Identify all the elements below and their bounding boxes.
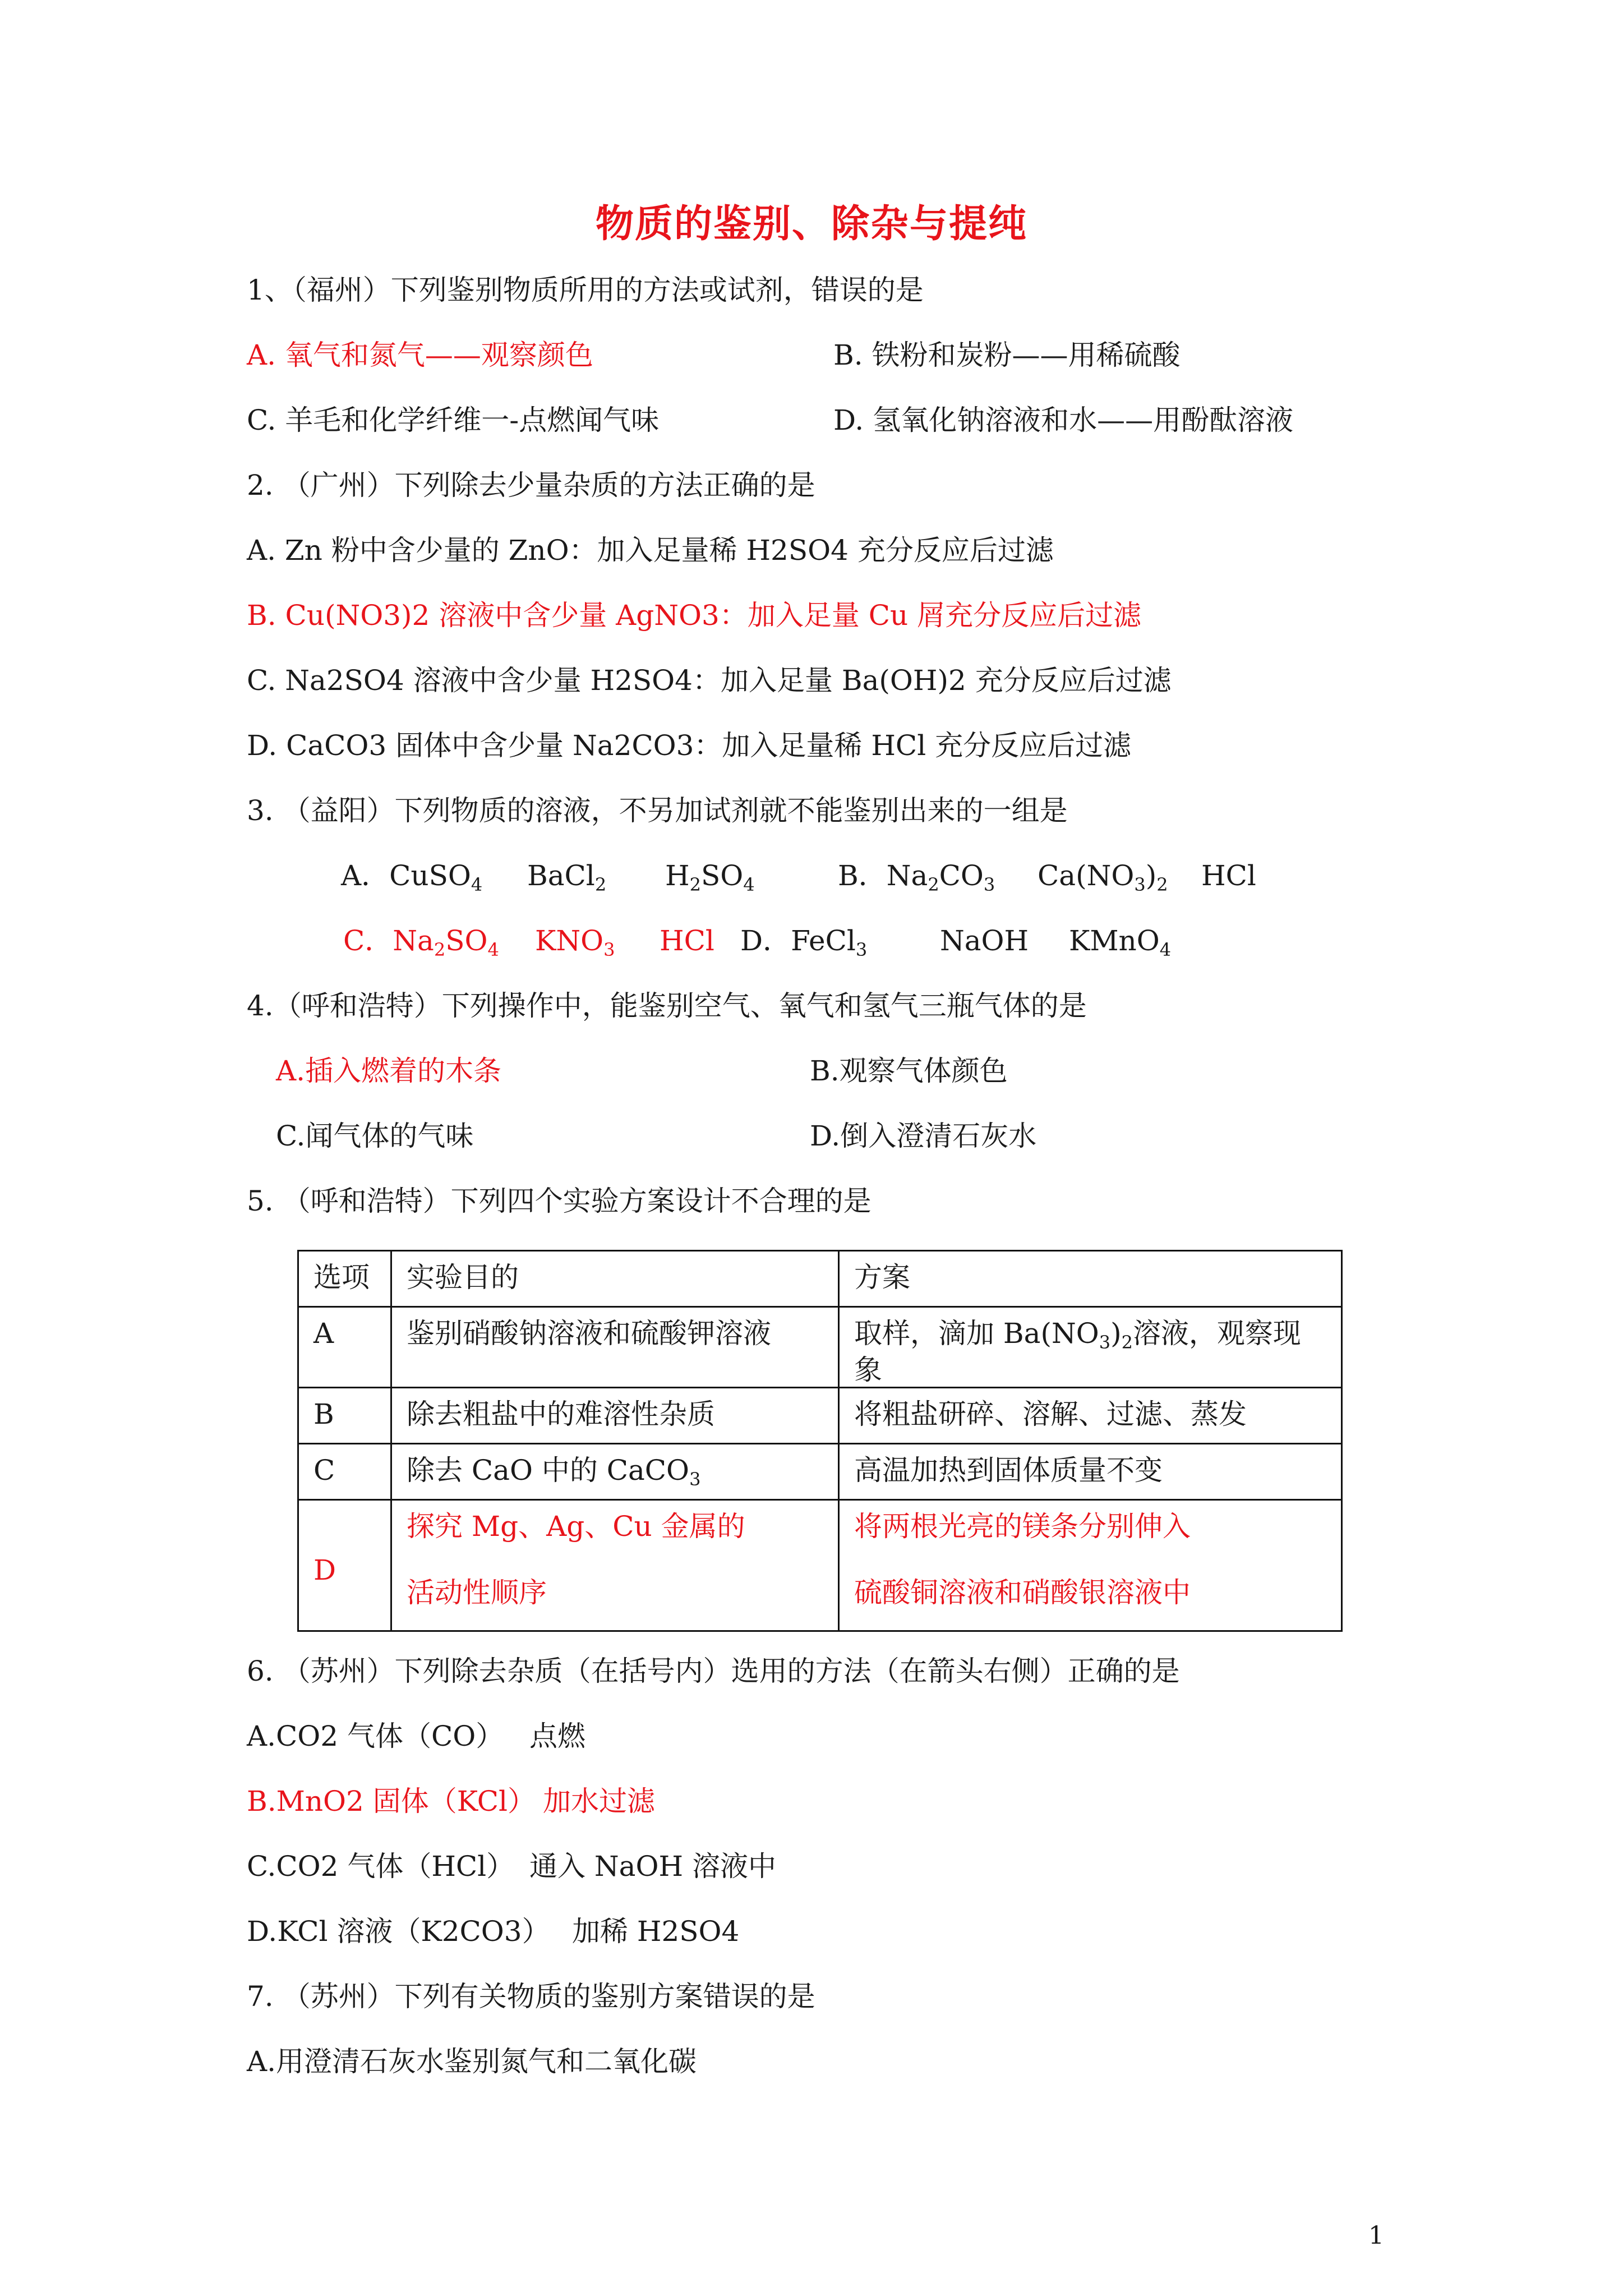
- formula-text: SO: [700, 859, 744, 892]
- table-cell: A: [298, 1307, 391, 1388]
- formula-text: D．FeCl: [740, 924, 856, 957]
- table-header-row: [298, 1251, 1342, 1307]
- formula-text: ): [1145, 859, 1157, 892]
- table-cell: 鉴别硝酸钠溶液和硫酸钾溶液: [391, 1307, 839, 1388]
- subscript: 4: [471, 874, 483, 895]
- formula-text: BaCl: [527, 859, 595, 892]
- question-6-option-c: C.CO2 气体（HCl）: [247, 1850, 515, 1883]
- subscript: 2: [1121, 1332, 1133, 1353]
- question-6-option-a-method: 点燃: [529, 1720, 585, 1752]
- question-2-option-a: A. Zn 粉中含少量的 ZnO：加入足量稀 H2SO4 充分反应后过滤: [247, 534, 1054, 567]
- cell-text: 除去 CaO 中的 CaCO: [407, 1454, 690, 1487]
- question-5-stem: 5. （呼和浩特）下列四个实验方案设计不合理的是: [247, 1185, 872, 1217]
- question-3-option-b-formula-2: [1038, 859, 1168, 895]
- cell-text: 溶液，观察现象: [854, 1317, 1301, 1387]
- table-cell: 除去粗盐中的难溶性杂质: [391, 1388, 839, 1444]
- table-header-cell: 实验目的: [391, 1251, 839, 1307]
- question-3-option-d-formula-2: NaOH: [940, 924, 1029, 957]
- question-3-option-a: [341, 859, 483, 895]
- formula-text: SO: [445, 924, 488, 957]
- question-3-option-b-formula-3: HCl: [1201, 859, 1256, 892]
- subscript: 2: [594, 874, 607, 895]
- subscript: 3: [1134, 874, 1146, 895]
- cell-text: 探究 Mg、Ag、Cu 金属的: [407, 1510, 745, 1543]
- question-1-option-d: D. 氢氧化钠溶液和水——用酚酞溶液: [833, 404, 1294, 436]
- table-row: [298, 1307, 1342, 1388]
- formula-text: CO: [939, 859, 984, 892]
- formula-text: C．Na: [343, 924, 434, 957]
- question-4-option-b: B.观察气体颜色: [810, 1055, 1008, 1087]
- question-3-option-c-formula-2: [535, 924, 615, 960]
- table-cell: 高温加热到固体质量不变: [839, 1444, 1342, 1500]
- table-cell: [839, 1307, 1342, 1388]
- cell-text: ): [1110, 1317, 1122, 1350]
- table-cell: C: [298, 1444, 391, 1500]
- subscript: 2: [434, 939, 446, 960]
- question-3-option-a-formula-2: [527, 859, 607, 895]
- question-3-option-c: [343, 924, 499, 960]
- question-3-option-a-formula-3: [665, 859, 755, 895]
- subscript: 3: [983, 874, 995, 895]
- table-header-cell: 选项: [298, 1251, 391, 1307]
- table-row: [298, 1500, 1342, 1631]
- subscript: 3: [855, 939, 868, 960]
- question-1-option-b: B. 铁粉和炭粉——用稀硫酸: [833, 339, 1181, 371]
- formula-text: KMnO: [1069, 924, 1160, 957]
- table-row: [298, 1388, 1342, 1444]
- subscript: 4: [1159, 939, 1172, 960]
- question-4-stem: 4.（呼和浩特）下列操作中，能鉴别空气、氧气和氢气三瓶气体的是: [247, 990, 1087, 1022]
- cell-text: 活动性顺序: [407, 1576, 547, 1609]
- table-cell: D: [298, 1500, 391, 1631]
- question-6-option-d: D.KCl 溶液（K2CO3）: [247, 1915, 550, 1948]
- table-row: [298, 1444, 1342, 1500]
- formula-text: H: [665, 859, 690, 892]
- subscript: 2: [689, 874, 701, 895]
- question-3-option-d: [740, 924, 868, 960]
- table-cell: B: [298, 1388, 391, 1444]
- question-6-option-b: B.MnO2 固体（KCl）: [247, 1785, 536, 1818]
- page-number: 1: [1368, 2221, 1384, 2250]
- table-cell: [391, 1444, 839, 1500]
- subscript: 4: [743, 874, 755, 895]
- cell-text: 硫酸铜溶液和硝酸银溶液中: [854, 1576, 1191, 1609]
- question-3-option-c-formula-3: HCl: [660, 924, 714, 957]
- question-1-stem: 1、（福州）下列鉴别物质所用的方法或试剂，错误的是: [247, 274, 924, 306]
- cell-text: 将两根光亮的镁条分别伸入: [854, 1510, 1191, 1543]
- question-1-option-c: C. 羊毛和化学纤维一-点燃闻气味: [247, 404, 660, 436]
- subscript: 4: [487, 939, 499, 960]
- question-2-option-c: C. Na2SO4 溶液中含少量 H2SO4：加入足量 Ba(OH)2 充分反应后过滤: [247, 664, 1172, 697]
- page-title: 物质的鉴别、除杂与提纯: [595, 201, 1027, 246]
- subscript: 3: [1099, 1332, 1111, 1353]
- formula-text: Ca(NO: [1038, 859, 1135, 892]
- table-header-cell: 方案: [839, 1251, 1342, 1307]
- formula-text: KNO: [535, 924, 604, 957]
- question-2-stem: 2. （广州）下列除去少量杂质的方法正确的是: [247, 469, 815, 501]
- question-1-option-a: A. 氧气和氮气——观察颜色: [247, 339, 593, 371]
- question-6-option-d-method: 加稀 H2SO4: [572, 1915, 740, 1948]
- question-4-option-d: D.倒入澄清石灰水: [810, 1120, 1037, 1152]
- question-5-table: [297, 1250, 1343, 1632]
- subscript: 3: [603, 939, 615, 960]
- question-2-option-b: B. Cu(NO3)2 溶液中含少量 AgNO3：加入足量 Cu 屑充分反应后过滤: [247, 599, 1142, 632]
- question-7-stem: 7. （苏州）下列有关物质的鉴别方案错误的是: [247, 1980, 815, 2013]
- table-cell: [391, 1500, 839, 1631]
- formula-text: B．Na: [838, 859, 928, 892]
- formula-text: A．CuSO: [341, 859, 471, 892]
- subscript: 2: [928, 874, 939, 895]
- table-cell: 将粗盐研碎、溶解、过滤、蒸发: [839, 1388, 1342, 1444]
- question-4-option-c: C.闻气体的气味: [276, 1120, 474, 1152]
- question-3-option-b: [838, 859, 995, 895]
- question-7-option-a: A.用澄清石灰水鉴别氮气和二氧化碳: [247, 2045, 697, 2078]
- question-2-option-d: D. CaCO3 固体中含少量 Na2CO3：加入足量稀 HCl 充分反应后过滤: [247, 729, 1132, 762]
- question-4-option-a: A.插入燃着的木条: [276, 1055, 502, 1087]
- table-cell: [839, 1500, 1342, 1631]
- subscript: 2: [1156, 874, 1168, 895]
- question-6-option-a: A.CO2 气体（CO）: [247, 1720, 504, 1752]
- subscript: 3: [689, 1469, 701, 1490]
- question-6-option-b-method: 加水过滤: [543, 1785, 655, 1818]
- question-6-stem: 6. （苏州）下列除去杂质（在括号内）选用的方法（在箭头右侧）正确的是: [247, 1655, 1180, 1687]
- question-3-option-d-formula-3: [1069, 924, 1172, 960]
- question-3-stem: 3. （益阳）下列物质的溶液，不另加试剂就不能鉴别出来的一组是: [247, 794, 1068, 827]
- question-6-option-c-method: 通入 NaOH 溶液中: [529, 1850, 776, 1883]
- cell-text: 取样，滴加 Ba(NO: [854, 1317, 1099, 1350]
